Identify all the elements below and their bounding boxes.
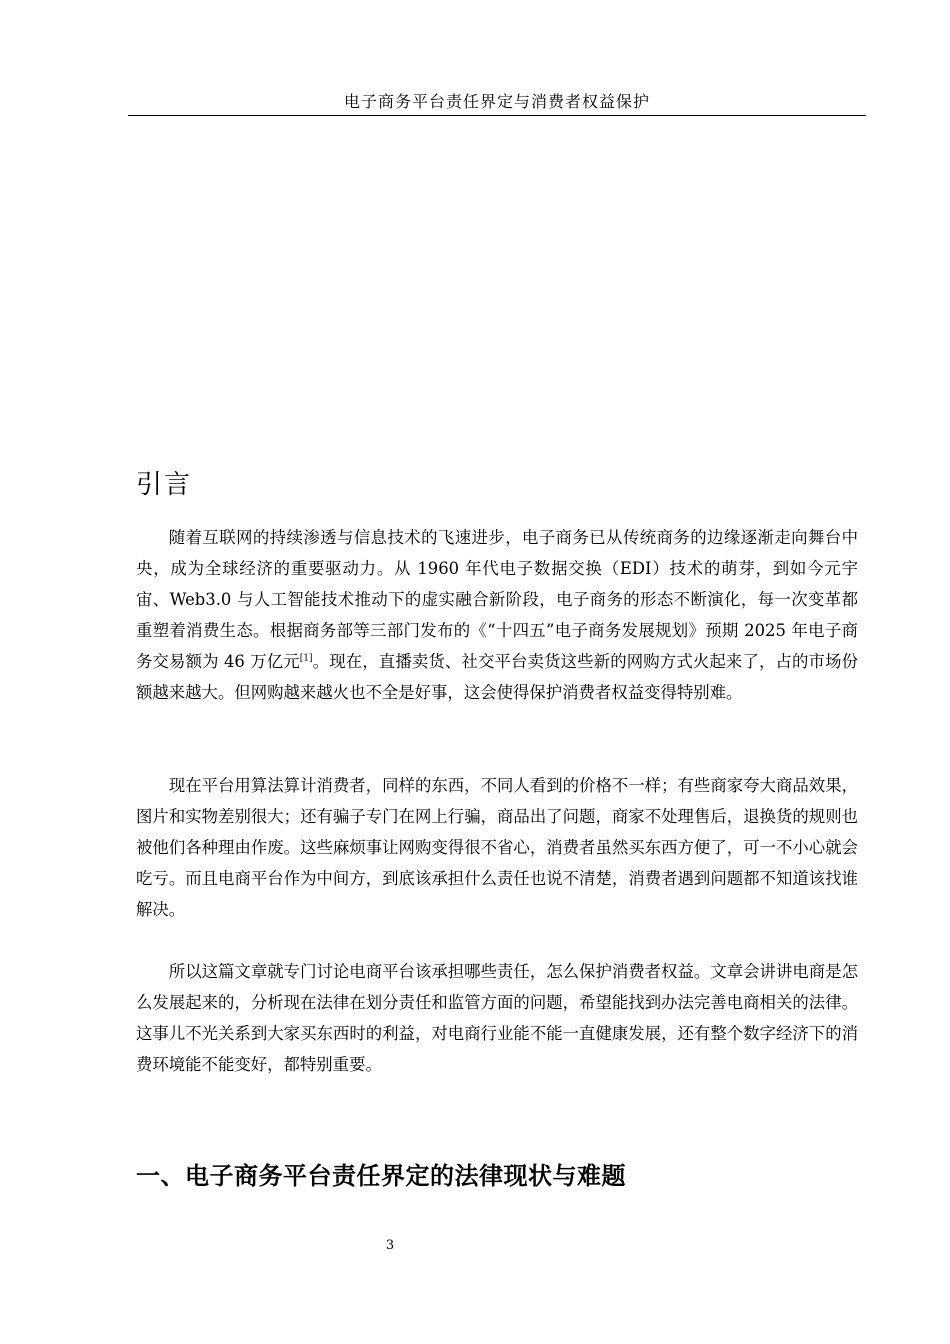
- section-heading: 一、电子商务平台责任界定的法律现状与难题: [136, 1162, 626, 1190]
- intro-paragraph-2: 现在平台用算法算计消费者，同样的东西，不同人看到的价格不一样；有些商家夸大商品效果，图片和实物差别很大；还有骗子专门在网上行骗，商品出了问题，商家不处理售后，退换货的规则也被他们各种理由作废。这些麻烦事让网购变得很不省心，消费者虽然买东西方便了，可一不小心就会吃亏。而且电商平台作为中间方，到底该承担什么责任也说不清楚，消费者遇到问题都不知道该找谁解决。: [136, 776, 858, 919]
- page-number: 3: [385, 1238, 395, 1253]
- intro-paragraph-1: [136, 522, 858, 708]
- paragraph-text: 。现在，直播卖货、社交平台卖货这些新的网购方式火起来了，占的市场份额越来越大。但网购越来越火也不全是好事，这会使得保护消费者权益变得特别难。: [136, 652, 859, 702]
- header-divider: [128, 115, 866, 116]
- paragraph-text: 随着互联网的持续渗透与信息技术的飞速进步，电子商务已从传统商务的边缘逐渐走向舞台中央，成为全球经济的重要驱动力。从 1960 年代电子数据交换（EDI）技术的萌芽，到如今元宇宙、Web3.0 与人工智能技术推动下的虚实融合新阶段，电子商务的形态不断演化，每一次变革都重塑着消费生态。根据商务部等三部门发布的《“十四五”电子商务发展规划》预期 2025 年电子商务交易额为 46 万亿元: [136, 528, 858, 671]
- intro-heading: 引言: [136, 470, 193, 500]
- intro-paragraph-3: 所以这篇文章就专门讨论电商平台该承担哪些责任，怎么保护消费者权益。文章会讲讲电商是怎么发展起来的，分析现在法律在划分责任和监管方面的问题，希望能找到办法完善电商相关的法律。这事儿不光关系到大家买东西时的利益，对电商行业能不能一直健康发展，还有整个数字经济下的消费环境能不能变好，都特别重要。: [136, 962, 858, 1074]
- running-header: 电子商务平台责任界定与消费者权益保护: [343, 92, 650, 111]
- citation-ref: [1]: [299, 653, 313, 664]
